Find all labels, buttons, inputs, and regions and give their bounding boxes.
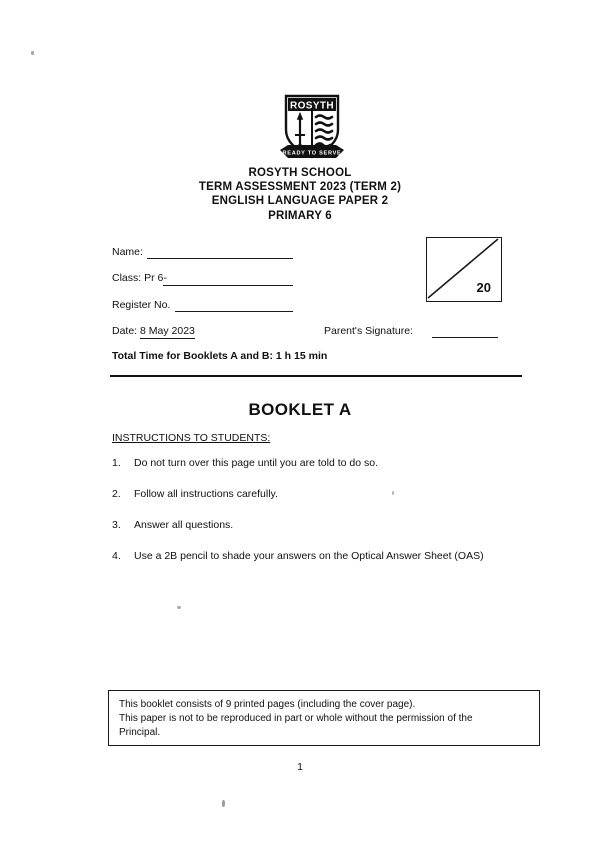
copyright-notice-box <box>108 690 540 746</box>
scan-speck <box>222 800 225 807</box>
section-divider <box>110 375 522 377</box>
instructions-list <box>112 457 532 581</box>
scan-speck <box>31 51 34 55</box>
date-field <box>112 325 195 338</box>
class-label <box>112 272 167 285</box>
list-item <box>112 550 532 563</box>
class-input-line[interactable] <box>163 285 293 286</box>
list-item-text: Use a 2B pencil to shade your answers on the Optical Answer Sheet (OAS) <box>134 550 484 562</box>
booklet-title: BOOKLET A <box>248 400 352 419</box>
signature-label: Parent's Signature: <box>324 325 413 337</box>
name-label: Name: <box>112 246 143 258</box>
register-label: Register No. <box>112 299 171 311</box>
name-input-line[interactable] <box>147 258 293 259</box>
copyright-notice-text <box>119 698 531 740</box>
class-prefix: Pr 6- <box>144 272 167 284</box>
total-marks-value: 20 <box>476 280 491 295</box>
list-item-number: 3. <box>112 519 121 531</box>
heading-school: ROSYTH SCHOOL <box>248 167 352 179</box>
page-title-block <box>0 166 600 223</box>
register-input-line[interactable] <box>175 311 293 312</box>
signature-input-line[interactable] <box>432 337 498 338</box>
list-item-number: 4. <box>112 550 121 562</box>
list-item-text: Follow all instructions carefully. <box>134 488 278 500</box>
heading-subject: ENGLISH LANGUAGE PAPER 2 <box>211 195 389 208</box>
notice-line-1: This booklet consists of 9 printed pages (including the cover page). <box>119 699 416 710</box>
list-item-number: 2. <box>112 488 121 500</box>
notice-line-2: This paper is not to be reproduced in part or whole without the permission of the <box>119 713 473 724</box>
class-label-text: Class: <box>112 272 142 284</box>
marks-box <box>426 237 502 302</box>
svg-text:ROSYTH: ROSYTH <box>289 100 335 112</box>
notice-line-3: Principal. <box>119 727 161 738</box>
date-label: Date: <box>112 325 138 337</box>
list-item <box>112 457 532 470</box>
page-number: 1 <box>297 761 303 773</box>
list-item <box>112 488 532 501</box>
list-item-number: 1. <box>112 457 121 469</box>
school-crest-icon <box>278 90 346 162</box>
total-time-text: Total Time for Booklets A and B: 1 h 15 min <box>112 350 328 362</box>
scan-speck <box>177 606 181 609</box>
svg-text:READY TO SERVE: READY TO SERVE <box>282 150 342 157</box>
list-item <box>112 519 532 532</box>
date-value: 8 May 2023 <box>140 325 195 337</box>
list-item-text: Do not turn over this page until you are told to do so. <box>134 457 378 469</box>
heading-assessment: TERM ASSESSMENT 2023 (TERM 2) <box>198 181 402 194</box>
heading-level: PRIMARY 6 <box>268 209 332 222</box>
list-item-text: Answer all questions. <box>134 519 234 531</box>
instructions-heading: INSTRUCTIONS TO STUDENTS: <box>112 432 271 444</box>
